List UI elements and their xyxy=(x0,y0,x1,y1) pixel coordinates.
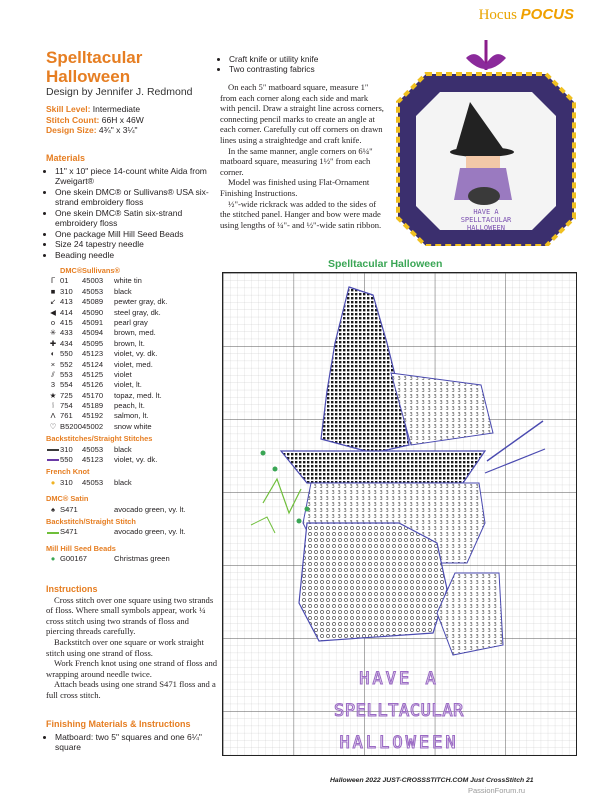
key-row: ↙ 413 45089 pewter gray, dk. xyxy=(49,297,168,307)
key-row: × 552 45124 violet, med. xyxy=(50,359,153,369)
key-row: ◐ 550 45123 violet, vy. dk. xyxy=(50,349,158,359)
key-row: ✳ 433 45094 brown, med. xyxy=(49,328,156,338)
pattern-specs: Skill Level: Intermediate Stitch Count: 66H x 46W Design Size: 4¾" x 3¼" xyxy=(46,104,144,135)
material-item: • 11" x 10" piece 14-count white Aida from Zweigart® xyxy=(55,166,216,187)
key-row: ♡ B5200 45002 snow white xyxy=(49,421,152,431)
key-row: 310 45053 black xyxy=(46,445,216,455)
key-row: 550 45123 violet, vy. dk. xyxy=(46,455,216,465)
watermark: PassionForum.ru xyxy=(468,786,526,795)
material-item: • Size 24 tapestry needle xyxy=(55,239,216,250)
finishing-column: • Craft knife or utility knife • Two contrasting fabrics On each 5" matboard square, measure 1" from each corner along each side and mark with pencil. Draw a straight line across corners, connecting pencil marks to create an angle at each corner. Carefully cut off corners on drawn lines using a straightedge and craft knife. In the same manner, angle corners on 6¼" matboard square, measuring 1½" from each corner. Model was finished using Flat-Ornament Finishing Instructions. ½"-wide rickrack was added to the sides of the stitched panel. Hanger and bow were made using lengths of ¼"- and ½"-wide satin ribbon. xyxy=(220,54,385,230)
chart-text-line-1: HAVE A xyxy=(359,669,439,689)
materials-section xyxy=(46,153,216,260)
page-footer: Halloween 2022 JUST-CROSSSTITCH.COM Just CrossStitch 21 xyxy=(330,777,534,784)
material-item: • One package Mill Hill Seed Beads xyxy=(55,229,216,240)
ornament-text-2: SPELLTACULAR xyxy=(460,216,512,224)
ornament-text-1: HAVE A xyxy=(473,208,499,216)
key-row: ● G00167 Christmas green xyxy=(50,554,170,564)
key-row: ✚ 434 45095 brown, lt. xyxy=(49,338,145,348)
brand-logo: Hocus POCUS xyxy=(478,6,574,23)
key-row: ★ 725 45170 topaz, med. lt. xyxy=(49,390,162,400)
finishing-section: Finishing Materials & Instructions • Matboard: two 5" squares and one 6¼" square xyxy=(46,719,218,753)
pattern-title: Spelltacular Halloween xyxy=(46,48,143,86)
instructions-section: Instructions Cross stitch over one square using two strands of floss. Where small symbols appear, work ¼ cross stitch using two strands of floss and piercing threads carefully. Backstitch over one square or work straight stitch using one strand of floss. Work French knot using one strand of floss and wrapping around needle twice. Attach beads using one strand S471 floss and a full cross stitch. xyxy=(46,584,218,700)
color-key: DMC® Sullivans® ᒥ 01 45003 white tin ■ 310 45053 black ↙ 413 45089 pewter gray, dk. ◀ 414 45090 steel gray, dk. o 415 45091 pearl gray ✳ 433 45094 brown, med. ✚ 434 45095 brown, lt. ◐ 550 45123 violet, vy. dk. × 552 45124 violet, med. ⫽ 553 45125 violet 3 554 45126 violet, lt. ★ 725 45170 topaz, med. lt. ⦚ 754 45189 peach, lt. Λ 761 45192 salmon, lt. ♡ B5200 45002 snow white Backstitches/Straight Stitches 310 45053 black 550 45123 violet, vy. dk. French Knot ● 310 45053 black DMC® Satin ♠ S471 avocado green, vy. lt. Backstitch/Straight Stitch S471 avocado green, vy. lt. Mill Hill Seed Beads ● G00167 Christmas green xyxy=(46,266,216,565)
material-item: • Beading needle xyxy=(55,250,216,261)
key-row: S471 avocado green, vy. lt. xyxy=(46,527,216,537)
chart-title: Spelltacular Halloween xyxy=(328,258,443,270)
key-row: ♠ S471 avocado green, vy. lt. xyxy=(51,504,186,514)
designer-credit: Design by Jennifer J. Redmond xyxy=(46,86,193,98)
chart-text-line-3: HALLOWEEN xyxy=(339,733,459,753)
cross-stitch-chart xyxy=(222,272,577,756)
key-row: Λ 761 45192 salmon, lt. xyxy=(50,411,149,421)
key-row: ⦚ 754 45189 peach, lt. xyxy=(52,401,145,411)
chart-text-line-2: SPELLTACULAR xyxy=(333,701,465,721)
ornament-text-3: HALLOWEEN xyxy=(467,224,505,232)
material-item: • One skein DMC® or Sullivans® USA six-strand embroidery floss xyxy=(55,187,216,208)
material-item: • One skein DMC® Satin six-strand embroidery floss xyxy=(55,208,216,229)
key-row: ᒥ 01 45003 white tin xyxy=(50,276,142,286)
materials-heading: Materials xyxy=(46,153,86,163)
key-row: ■ 310 45053 black xyxy=(50,286,132,296)
ornament-photo xyxy=(396,40,576,246)
key-row: 3 554 45126 violet, lt. xyxy=(50,380,142,390)
key-row: ◀ 414 45090 steel gray, dk. xyxy=(50,307,161,317)
key-row: o 415 45091 pearl gray xyxy=(50,317,148,327)
key-row: ● 310 45053 black xyxy=(50,477,132,487)
key-row: ⫽ 553 45125 violet xyxy=(51,369,132,379)
